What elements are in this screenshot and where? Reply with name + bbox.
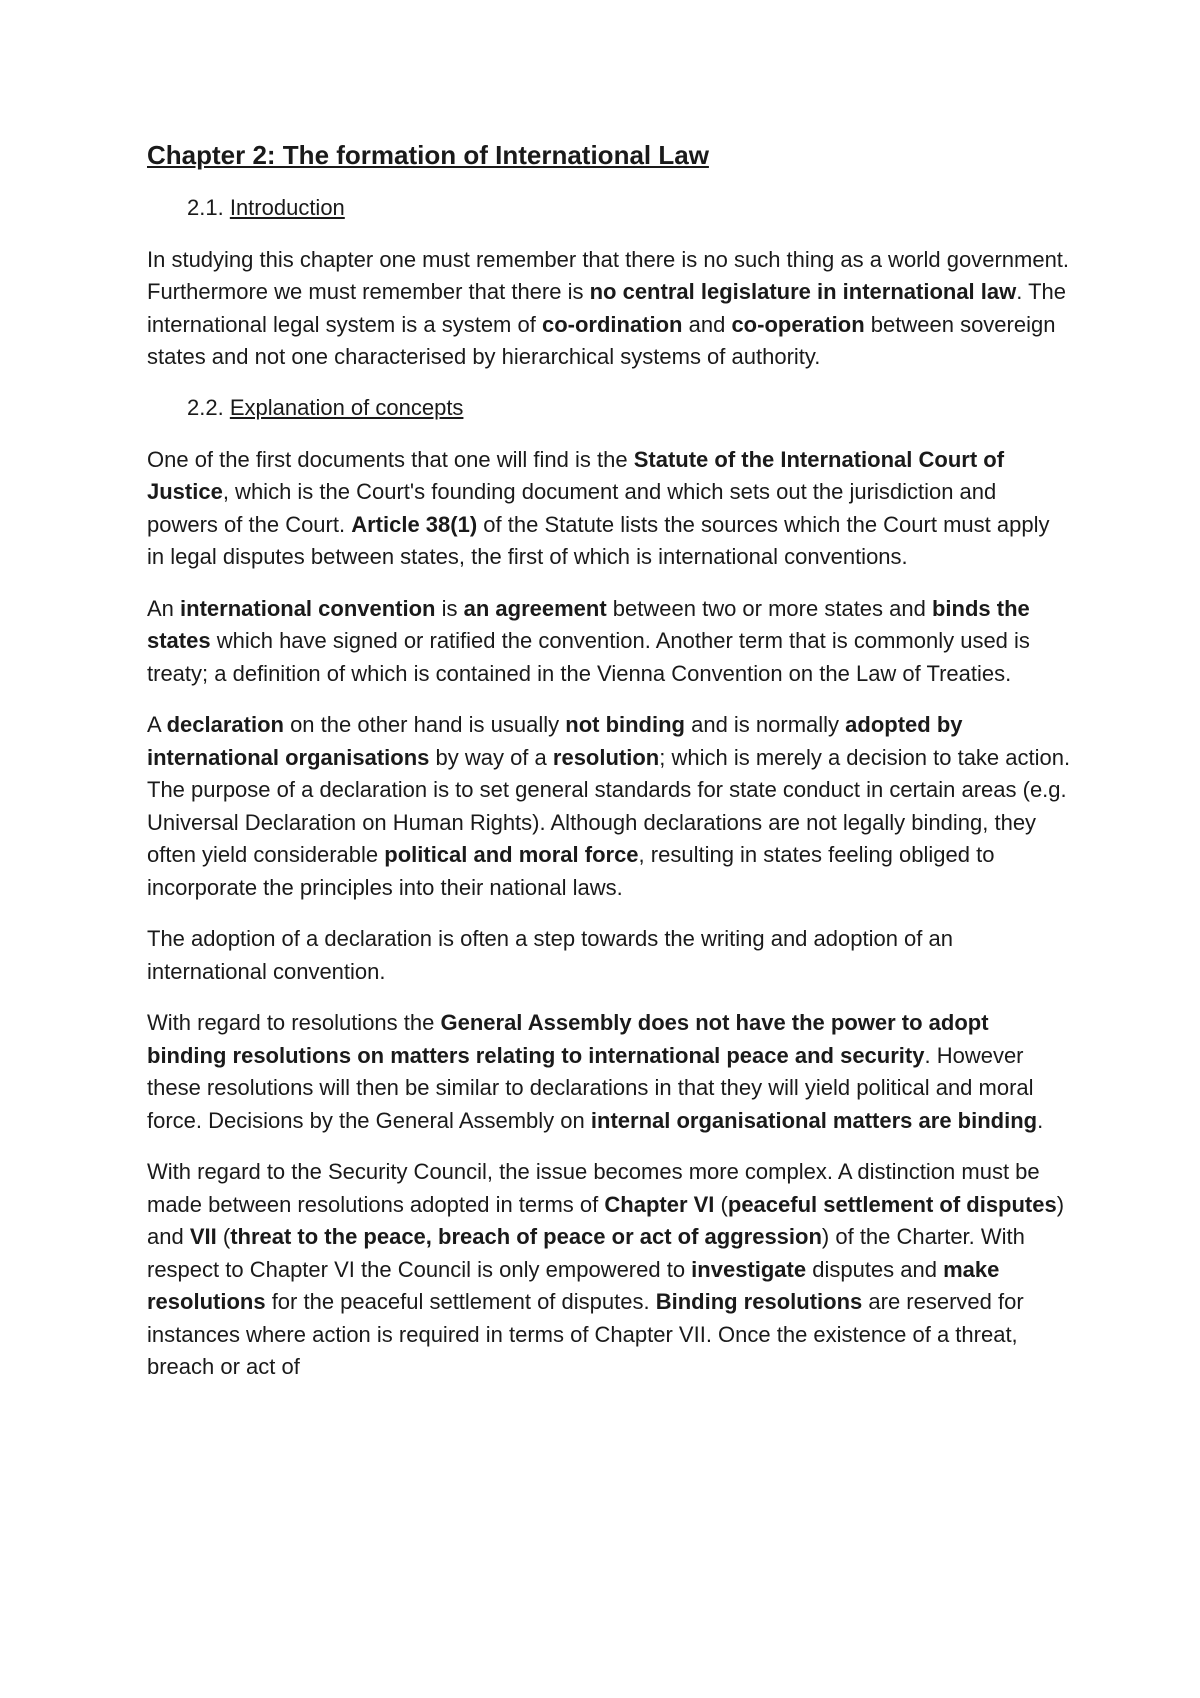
bold-text-run: international convention <box>180 595 436 621</box>
bold-text-run: internal organisational matters are binding <box>590 1107 1038 1133</box>
text-run: , resulting in states feeling obliged to incorporate the principles into their national laws. <box>147 842 995 900</box>
text-run: ) of the Charter. With respect to Chapter VI the Council is only empowered to <box>147 1224 1025 1282</box>
text-run: . The international legal system is a system of <box>147 279 1066 337</box>
text-run: ( <box>714 1191 728 1217</box>
text-run: and is normally <box>684 712 846 738</box>
bold-text-run: co-operation <box>731 311 865 337</box>
text-run: In studying this chapter one must remember that there is no such thing as a world government. Furthermore we must remember that there is <box>147 246 1070 305</box>
bold-text-run: Statute of the International Court of Justice <box>147 446 1005 505</box>
bold-text-run: investigate <box>691 1256 807 1282</box>
paragraph <box>147 593 1072 691</box>
text-run: With regard to the Security Council, the issue becomes more complex. A distinction must be made between resolutions adopted in terms of <box>147 1159 1040 1217</box>
text-run: is <box>435 595 464 621</box>
section-heading-explanation-of-concepts <box>187 393 1072 424</box>
text-run: which have signed or ratified the convention. Another term that is commonly used is treaty; a definition of which is contained in the Vienna Convention on the Law of Treaties. <box>147 628 1030 686</box>
bold-text-run: Article 38(1) <box>351 511 478 537</box>
section-number: 2.2. <box>187 394 224 420</box>
text-run: are reserved for instances where action is required in terms of Chapter VII. Once the existence of a threat, breach or act of <box>147 1289 1024 1380</box>
document-page <box>147 138 1072 1403</box>
bold-text-run: an agreement <box>463 595 607 621</box>
text-run: With regard to resolutions the <box>147 1010 441 1036</box>
bold-text-run: make resolutions <box>147 1256 1000 1315</box>
paragraph <box>147 1156 1072 1384</box>
bold-text-run: adopted by international organisations <box>147 712 963 770</box>
bold-text-run: VII <box>189 1224 217 1250</box>
bold-text-run: political and moral force <box>384 842 639 868</box>
text-run: One of the first documents that one will find is the <box>147 446 634 472</box>
text-run: . <box>1037 1107 1044 1133</box>
bold-text-run: declaration <box>166 712 284 738</box>
paragraph <box>147 709 1072 904</box>
text-run: An <box>147 595 181 621</box>
text-run: A <box>147 712 167 738</box>
section-label: Introduction <box>229 195 345 221</box>
bold-text-run: resolution <box>552 744 660 770</box>
text-run: The adoption of a declaration is often a step towards the writing and adoption of an international convention. <box>147 926 953 984</box>
bold-text-run: no central legislature in international law <box>589 279 1017 305</box>
text-run: and <box>682 311 732 337</box>
text-run: between sovereign states and not one characterised by hierarchical systems of authority. <box>147 311 1056 370</box>
text-run: ) and <box>147 1191 1065 1250</box>
text-run: ( <box>216 1224 231 1250</box>
section-label: Explanation of concepts <box>229 394 464 420</box>
bold-text-run: binds the states <box>147 595 1030 654</box>
paragraph <box>147 244 1072 374</box>
bold-text-run: threat to the peace, breach of peace or act of aggression <box>230 1224 822 1250</box>
paragraph <box>147 1007 1072 1137</box>
section-number: 2.1. <box>187 195 224 221</box>
paragraph <box>147 444 1072 574</box>
text-run: . However these resolutions will then be similar to declarations in that they will yield political and moral force. Decisions by the General Assembly on <box>147 1042 1034 1133</box>
chapter-title: Chapter 2: The formation of International Law <box>147 140 709 170</box>
section-heading-introduction <box>187 193 1072 224</box>
bold-text-run: co-ordination <box>541 311 683 337</box>
bold-text-run: not binding <box>565 712 685 738</box>
text-run: ; which is merely a decision to take action. The purpose of a declaration is to set general standards for state conduct in certain areas (e.g. Universal Declaration on Human Rights). Although declarations are not legally binding, they often yield considerable <box>147 744 1071 868</box>
text-run: disputes and <box>806 1256 944 1282</box>
text-run: between two or more states and <box>606 595 932 621</box>
text-run: for the peaceful settlement of disputes. <box>265 1289 656 1315</box>
text-run: on the other hand is usually <box>283 712 566 738</box>
bold-text-run: Binding resolutions <box>655 1289 863 1315</box>
paragraph <box>147 923 1072 988</box>
text-run: by way of a <box>429 744 553 770</box>
text-run: , which is the Court's founding document and which sets out the jurisdiction and powers of the Court. <box>147 479 997 537</box>
bold-text-run: General Assembly does not have the power to adopt binding resolutions on matters relating to international peace and security <box>147 1010 989 1068</box>
bold-text-run: peaceful settlement of disputes <box>727 1191 1057 1217</box>
bold-text-run: Chapter VI <box>604 1191 715 1217</box>
text-run: of the Statute lists the sources which the Court must apply in legal disputes between states, the first of which is international conventions. <box>147 511 1050 570</box>
